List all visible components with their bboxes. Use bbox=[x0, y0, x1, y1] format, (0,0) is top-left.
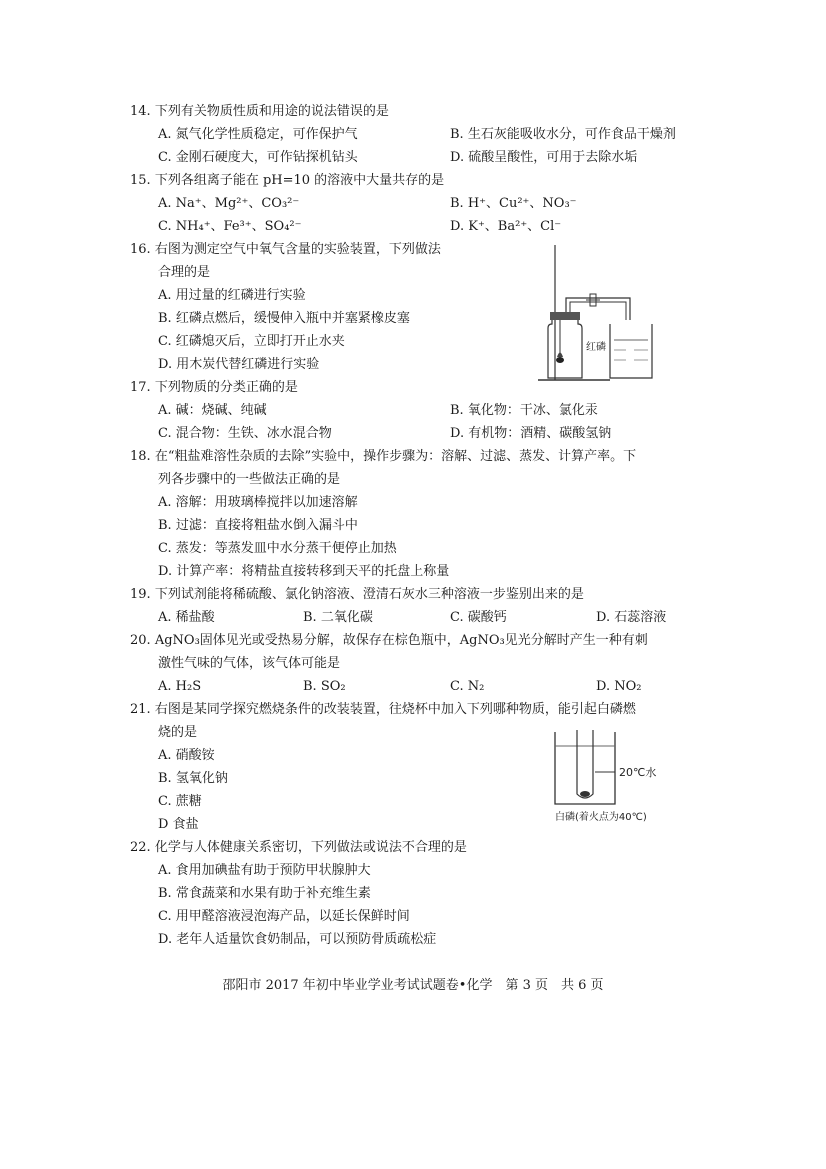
q20-option-d: D. NO₂ bbox=[596, 679, 642, 694]
q16-option-a: A. 用过量的红磷进行实验 bbox=[158, 288, 306, 303]
q14-option-d: D. 硫酸呈酸性，可用于去除水垢 bbox=[450, 150, 638, 165]
q16-option-b: B. 红磷点燃后，缓慢伸入瓶中并塞紧橡皮塞 bbox=[158, 311, 410, 326]
q20-option-b: B. SO₂ bbox=[303, 679, 346, 694]
q16-stem-cont: 合理的是 bbox=[158, 265, 211, 280]
q15-option-a: A. Na⁺、Mg²⁺、CO₃²⁻ bbox=[158, 196, 300, 211]
q18-option-b: B. 过滤：直接将粗盐水倒入漏斗中 bbox=[158, 518, 358, 533]
q19-option-d: D. 石蕊溶液 bbox=[596, 610, 667, 625]
q17-option-b: B. 氧化物：干冰、氯化汞 bbox=[450, 403, 598, 418]
page-footer: 邵阳市 2017 年初中毕业学业考试试题卷•化学 第 3 页 共 6 页 bbox=[222, 978, 604, 993]
q21-stem-cont: 烧的是 bbox=[158, 725, 198, 740]
q15-option-b: B. H⁺、Cu²⁺、NO₃⁻ bbox=[450, 196, 577, 211]
q20-option-c: C. N₂ bbox=[450, 679, 485, 694]
q19-option-c: C. 碳酸钙 bbox=[450, 610, 507, 625]
q16-option-d: D. 用木炭代替红磷进行实验 bbox=[158, 357, 320, 372]
q14-option-a: A. 氮气化学性质稳定，可作保护气 bbox=[158, 127, 358, 142]
q22-stem: 22. 化学与人体健康关系密切，下列做法或说法不合理的是 bbox=[130, 840, 467, 855]
q18-option-c: C. 蒸发：等蒸发皿中水分蒸干便停止加热 bbox=[158, 541, 397, 556]
q14-option-b: B. 生石灰能吸收水分，可作食品干燥剂 bbox=[450, 127, 676, 142]
q16-stem: 16. 右图为测定空气中氧气含量的实验装置，下列做法 bbox=[130, 242, 441, 257]
q20-stem-cont: 激性气味的气体，该气体可能是 bbox=[158, 656, 341, 671]
q21-option-c: C. 蔗糖 bbox=[158, 794, 202, 809]
q21-figure-water-label: 20℃水 bbox=[619, 766, 657, 779]
q21-option-a: A. 硝酸铵 bbox=[158, 748, 215, 763]
q20-option-a: A. H₂S bbox=[158, 679, 202, 694]
q17-option-a: A. 碱：烧碱、纯碱 bbox=[158, 403, 267, 418]
q21-option-b: B. 氢氧化钠 bbox=[158, 771, 228, 786]
q21-figure-phosphorus-label: 白磷(着火点为40℃) bbox=[555, 812, 647, 823]
q19-option-b: B. 二氧化碳 bbox=[303, 610, 373, 625]
q17-option-c: C. 混合物：生铁、冰水混合物 bbox=[158, 426, 332, 441]
q19-option-a: A. 稀盐酸 bbox=[158, 610, 215, 625]
q22-option-a: A. 食用加碘盐有助于预防甲状腺肿大 bbox=[158, 863, 371, 878]
q17-stem: 17. 下列物质的分类正确的是 bbox=[130, 380, 298, 395]
q20-stem: 20. AgNO₃固体见光或受热易分解，故保存在棕色瓶中，AgNO₃见光分解时产生一种有刺 bbox=[130, 633, 648, 648]
q19-stem: 19. 下列试剂能将稀硫酸、氯化钠溶液、澄清石灰水三种溶液一步鉴别出来的是 bbox=[130, 587, 584, 602]
q21-stem: 21. 右图是某同学探究燃烧条件的改装装置，往烧杯中加入下列哪种物质，能引起白磷燃 bbox=[130, 702, 636, 717]
q15-option-d: D. K⁺、Ba²⁺、Cl⁻ bbox=[450, 219, 562, 234]
q14-stem: 14. 下列有关物质性质和用途的说法错误的是 bbox=[130, 104, 389, 119]
q22-option-b: B. 常食蔬菜和水果有助于补充维生素 bbox=[158, 886, 371, 901]
q17-option-d: D. 有机物：酒精、碳酸氢钠 bbox=[450, 426, 612, 441]
q16-apparatus-figure bbox=[530, 240, 690, 390]
q22-option-c: C. 用甲醛溶液浸泡海产品，以延长保鲜时间 bbox=[158, 909, 410, 924]
q16-figure-label: 红磷 bbox=[586, 342, 606, 353]
q16-option-c: C. 红磷熄灭后，立即打开止水夹 bbox=[158, 334, 345, 349]
q22-option-d: D. 老年人适量饮食奶制品，可以预防骨质疏松症 bbox=[158, 932, 437, 947]
q21-option-d: D 食盐 bbox=[158, 817, 199, 832]
q14-option-c: C. 金刚石硬度大，可作钻探机钻头 bbox=[158, 150, 358, 165]
q18-option-a: A. 溶解：用玻璃棒搅拌以加速溶解 bbox=[158, 495, 358, 510]
q15-option-c: C. NH₄⁺、Fe³⁺、SO₄²⁻ bbox=[158, 219, 302, 234]
q18-stem-cont: 列各步骤中的一些做法正确的是 bbox=[158, 472, 341, 487]
q18-stem: 18. 在“粗盐难溶性杂质的去除”实验中，操作步骤为：溶解、过滤、蒸发、计算产率。下 bbox=[130, 449, 637, 464]
q15-stem: 15. 下列各组离子能在 pH=10 的溶液中大量共存的是 bbox=[130, 173, 445, 188]
q18-option-d: D. 计算产率：将精盐直接转移到天平的托盘上称量 bbox=[158, 564, 450, 579]
q21-beaker-figure bbox=[545, 728, 705, 828]
